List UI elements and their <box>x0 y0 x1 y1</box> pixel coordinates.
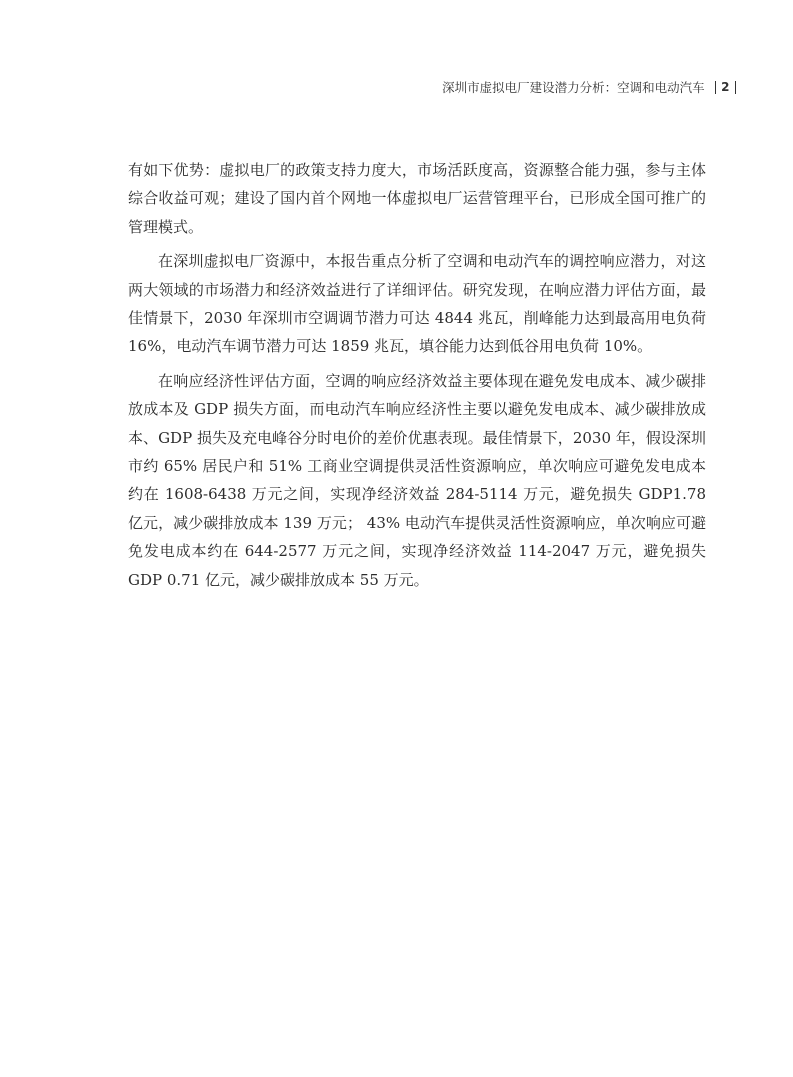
page-number-right-bar <box>735 81 737 94</box>
paragraph-continued: 有如下优势：虚拟电厂的政策支持力度大，市场活跃度高，资源整合能力强，参与主体综合收益可观；建设了国内首个网地一体虚拟电厂运营管理平台，已形成全国可推广的管理模式。 <box>128 161 706 236</box>
page-number-box <box>715 80 736 94</box>
header-title: 深圳市虚拟电厂建设潜力分析：空调和电动汽车 <box>442 80 705 95</box>
page-number-left-bar <box>715 81 717 94</box>
running-header <box>442 78 736 96</box>
paragraph-response-potential: 在深圳虚拟电厂资源中，本报告重点分析了空调和电动汽车的调控响应潜力，对这两大领域的市场潜力和经济效益进行了详细评估。研究发现，在响应潜力评估方面，最佳情景下，2030 年深圳市空调调节潜力可达 4844 兆瓦，削峰能力达到最高用电负荷 16%，电动汽车调节潜力可达 1859 兆瓦，填谷能力达到低谷用电负荷 10%。 <box>128 252 706 356</box>
page-number: 2 <box>721 80 730 94</box>
paragraph-economic-evaluation: 在响应经济性评估方面，空调的响应经济效益主要体现在避免发电成本、减少碳排放成本及 GDP 损失方面，而电动汽车响应经济性主要以避免发电成本、减少碳排放成本、GDP 损失及充电峰谷分时电价的差价优惠表现。最佳情景下，2030 年，假设深圳市约 65% 居民户和 51% 工商业空调提供灵活性资源响应，单次响应可避免发电成本约在 1608-6438 万元之间，实现净经济效益 284-5114 万元，避免损失 GDP1.78 亿元，减少碳排放成本 139 万元； 43% 电动汽车提供灵活性资源响应，单次响应可避免发电成本约在 644-2577 万元之间，实现净经济效益 114-2047 万元，避免损失 GDP 0.71 亿元，减少碳排放成本 55 万元。 <box>128 371 706 589</box>
body-text <box>128 156 706 600</box>
